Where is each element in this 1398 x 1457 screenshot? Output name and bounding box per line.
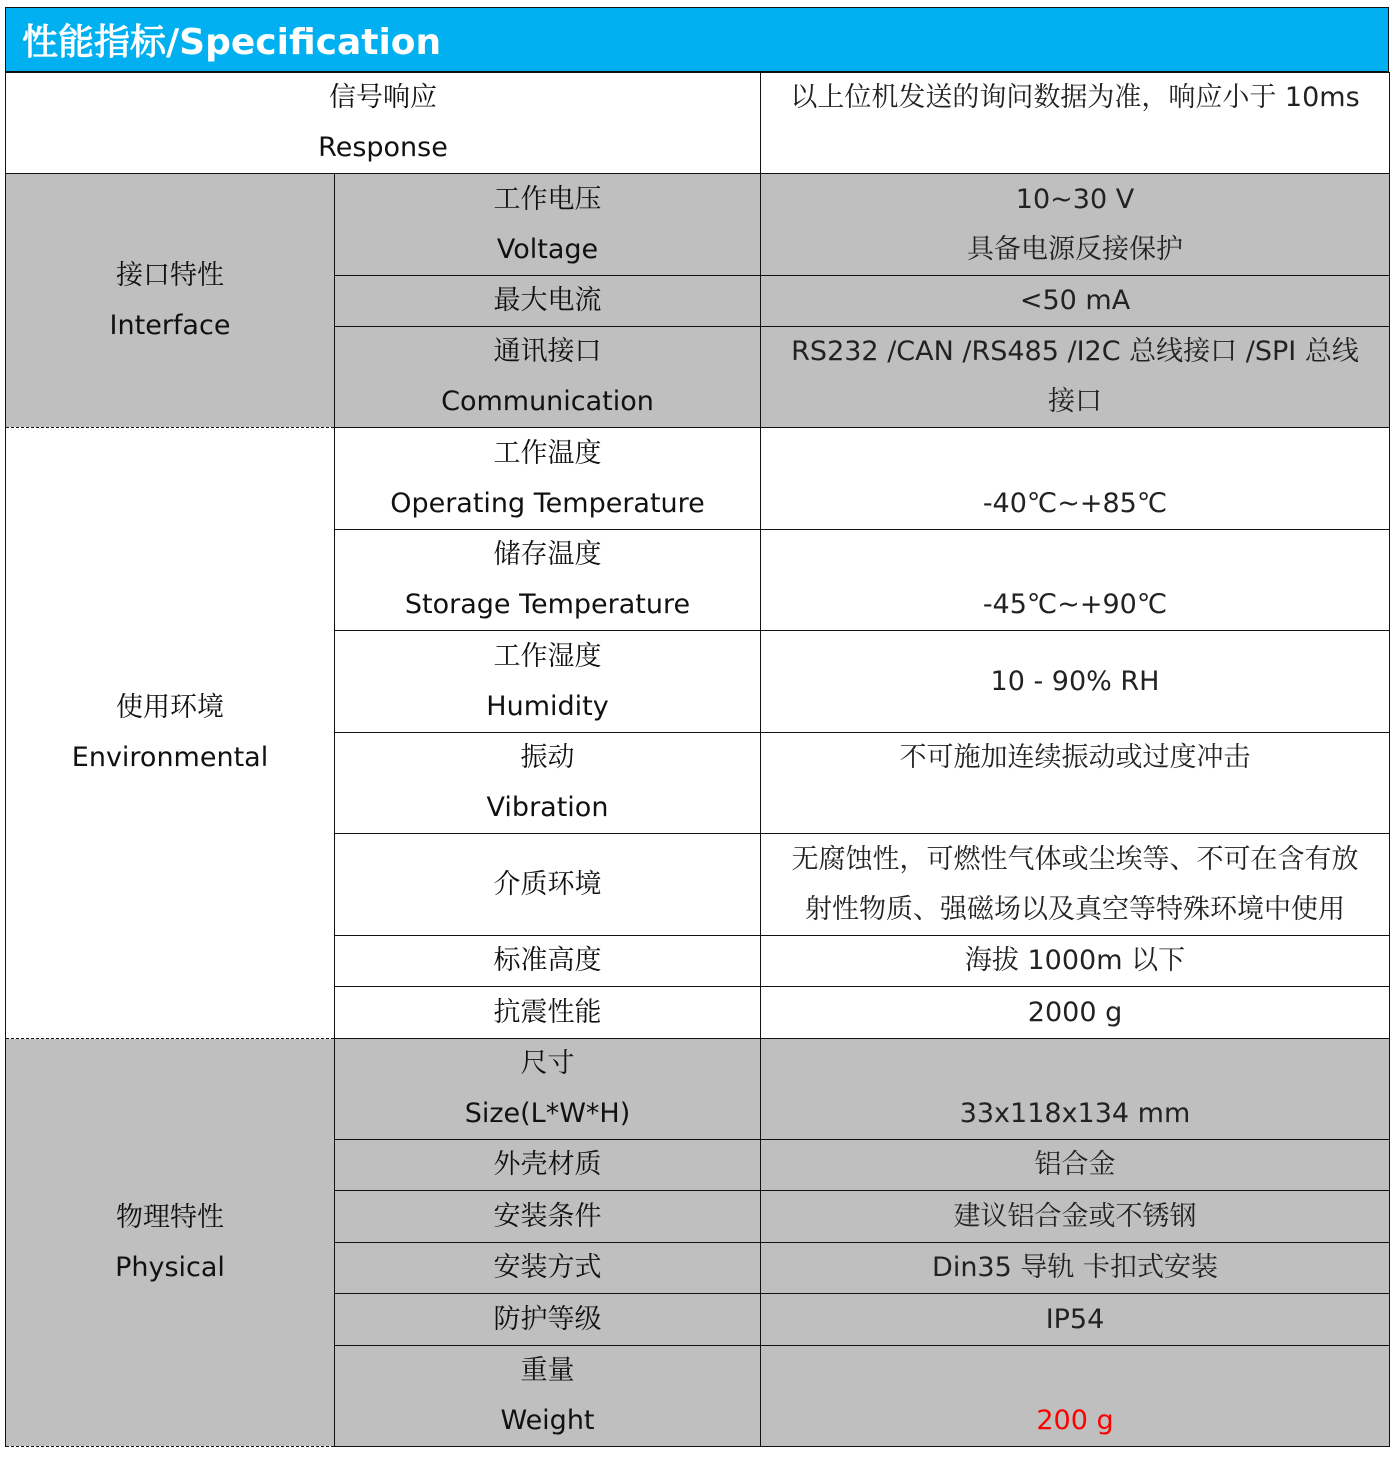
altitude-label: 标准高度 <box>335 936 761 987</box>
weight-label: 重量 Weight <box>335 1346 761 1447</box>
row-response <box>6 73 1390 174</box>
spec-sheet <box>5 7 1389 1447</box>
medium-environment-label: 介质环境 <box>335 834 761 936</box>
medium-environment-value: 无腐蚀性，可燃性气体或尘埃等、不可在含有放 射性物质、强磁场以及真空等特殊环境中使用 <box>761 834 1390 936</box>
voltage-value: 10~30 V 具备电源反接保护 <box>761 174 1390 276</box>
row-size <box>6 1039 1390 1140</box>
communication-value: RS232 /CAN /RS485 /I2C 总线接口 /SPI 总线 接口 <box>761 327 1390 428</box>
altitude-value: 海拔 1000m 以下 <box>761 936 1390 987</box>
installation-method-label: 安装方式 <box>335 1243 761 1294</box>
shock-resistance-label: 抗震性能 <box>335 987 761 1039</box>
response-value: 以上位机发送的询问数据为准，响应小于 10ms <box>761 73 1390 174</box>
row-operating-temperature <box>6 428 1390 530</box>
group-interface-en: Interface <box>109 309 231 341</box>
group-interface-cn: 接口特性 <box>116 259 224 291</box>
installation-condition-value: 建议铝合金或不锈钢 <box>761 1191 1390 1243</box>
storage-temperature-label: 储存温度 Storage Temperature <box>335 530 761 631</box>
installation-method-value: Din35 导轨 卡扣式安装 <box>761 1243 1390 1294</box>
installation-condition-label: 安装条件 <box>335 1191 761 1243</box>
storage-temperature-value: -45℃~+90℃ <box>761 530 1390 631</box>
group-environmental-cn: 使用环境 <box>116 692 224 723</box>
shell-material-label: 外壳材质 <box>335 1140 761 1191</box>
group-physical-en: Physical <box>115 1251 225 1283</box>
vibration-value: 不可施加连续振动或过度冲击 <box>761 733 1390 834</box>
spec-title: 性能指标/Specification <box>22 22 442 63</box>
operating-temperature-value: -40℃~+85℃ <box>761 428 1390 530</box>
vibration-label: 振动 Vibration <box>335 733 761 834</box>
group-environmental <box>6 428 335 1039</box>
size-value: 33x118x134 mm <box>761 1039 1390 1140</box>
max-current-label: 最大电流 <box>335 276 761 327</box>
row-voltage <box>6 174 1390 276</box>
weight-value: 200 g <box>761 1346 1390 1447</box>
group-interface <box>6 174 335 428</box>
protection-grade-label: 防护等级 <box>335 1294 761 1346</box>
group-environmental-en: Environmental <box>71 742 269 773</box>
size-label: 尺寸 Size(L*W*H) <box>335 1039 761 1140</box>
humidity-label: 工作湿度 Humidity <box>335 631 761 733</box>
operating-temperature-label: 工作温度 Operating Temperature <box>335 428 761 530</box>
group-physical-cn: 物理特性 <box>116 1201 224 1233</box>
response-label-cn: 信号响应 <box>329 82 437 113</box>
response-label <box>6 73 761 174</box>
group-physical <box>6 1039 335 1447</box>
spec-header <box>5 7 1389 72</box>
shell-material-value: 铝合金 <box>761 1140 1390 1191</box>
response-label-en: Response <box>318 132 448 163</box>
protection-grade-value: IP54 <box>761 1294 1390 1346</box>
shock-resistance-value: 2000 g <box>761 987 1390 1039</box>
spec-table <box>5 72 1390 1447</box>
max-current-value: <50 mA <box>761 276 1390 327</box>
humidity-value: 10 - 90% RH <box>761 631 1390 733</box>
voltage-label: 工作电压 Voltage <box>335 174 761 276</box>
communication-label: 通讯接口 Communication <box>335 327 761 428</box>
